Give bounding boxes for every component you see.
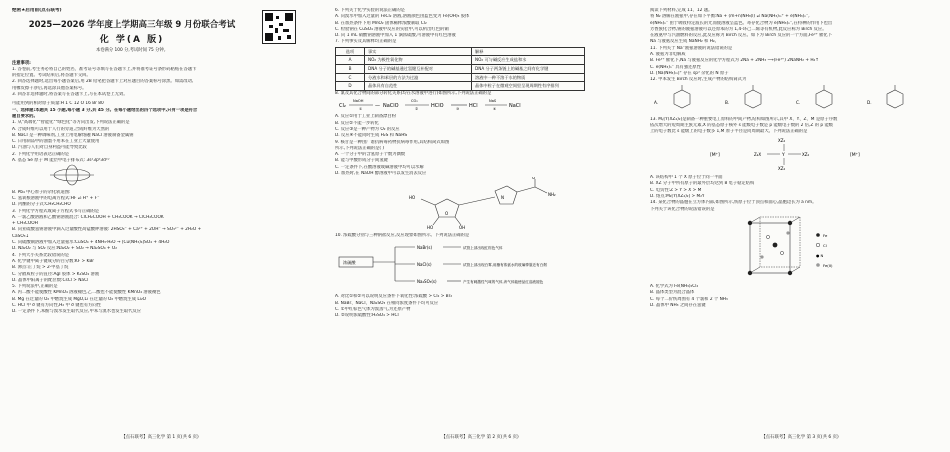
- page-footer-2: 【点石联考】高三化学 第 2 页(共 6 页): [441, 435, 519, 440]
- question-block-7: [650, 117, 940, 136]
- question-line: C. 向硫酸铜溶液中加入过量氨水:CuSO₄ + 4NH₃·H₂O → [Cu(NH₃)₄]SO₄ + 4H₂O: [12, 240, 170, 246]
- svg-text:Z₂X: Z₂X: [754, 151, 762, 157]
- legend-swatch: [816, 263, 820, 267]
- column-1: [12, 8, 312, 316]
- sulfuric-acid-reaction-diagram: [335, 239, 620, 291]
- question-line: e(NH₃)ₙ⁻ 由于吸收特定波长的光而使溶液呈蓝色。寄存化合物为 e(NH₃)ₙ⁻,在特种的作用下也出: [650, 20, 833, 26]
- table-cell: B: [336, 64, 365, 73]
- ring-option-a: [674, 90, 690, 108]
- question-line: 14. 某化合物的晶胞在立方体内部,如图所示,铁原子位于顶点和面心,晶胞边长为 a nm。: [650, 200, 817, 206]
- svg-text:Y: Y: [782, 152, 785, 158]
- chain-node: HClO: [431, 103, 444, 110]
- question-block-8: [650, 175, 940, 213]
- orbital-shape: [50, 165, 94, 185]
- table-cell: DNA 分子两条链上的碱基之间有化学键: [472, 64, 585, 73]
- question-line: 在液氨中与汽油燃料的反应,此反应称为 Birch 反应。如下为 Birch 反应的一个方面,Fe³⁺ 催化下: [650, 33, 833, 39]
- column-3: [650, 8, 940, 309]
- table-header-cell: 事实: [365, 47, 472, 56]
- question-line: C. 日用制品中的油墨不用苯在工业上大量使用: [12, 139, 100, 145]
- question-line: B. Pb₄ 中心原子的杂化轨道图:: [12, 189, 71, 195]
- question-line: B. NaBr、NaCl、Na₂SO₃ 在相同浓度条件下均可反应: [335, 300, 439, 306]
- question-line: D. 加热时,在 NaOH 醇溶液中可以发生消去反应: [335, 171, 427, 177]
- svg-text:[M⁺]: [M⁺]: [710, 152, 720, 158]
- legend-label: Fe(II): [823, 262, 833, 268]
- chain-label: NaOH: [353, 99, 364, 104]
- question-line: A. 液氨为非电解质: [650, 52, 686, 58]
- chain-label: ③: [456, 107, 460, 112]
- question-line: 所示,下列说法正确的是( ): [335, 145, 385, 151]
- question-line: C. e(NH₃)ₙ⁻ 具有强还原性: [650, 64, 702, 70]
- question-line: B. 反应②不能一步转化: [335, 120, 379, 126]
- legend-label: Cl: [823, 242, 827, 248]
- table-cell: 分液水和苯层的方法为过滤: [365, 73, 472, 82]
- notes-heading: 注意事项:: [12, 60, 31, 66]
- observation-text: 试管上部出现红棕色气体: [463, 245, 503, 250]
- question-line: 6. 下列关于化学实验的说法正确的是: [335, 8, 405, 13]
- salt-label: Na₂SO₃(s): [417, 278, 437, 284]
- question-line: A. 化学键中离子键成分的百分数:KF > KBr: [12, 258, 95, 264]
- salt-label: NaCl(s): [417, 261, 432, 267]
- question-line: C. 每个二价铁周围有 4 个氯和 2 个 NH₃: [650, 296, 728, 302]
- question-line: D. 晶体中阳离子的配位数:CsCl > NaCl: [12, 277, 89, 283]
- legend-label: Fe: [823, 232, 828, 238]
- table-cell: 晶体中粒子在微观空间里呈现周期性有序排列: [472, 82, 585, 91]
- legend-swatch: [816, 243, 820, 247]
- question-line: + CH₃COOH: [12, 221, 38, 227]
- question-line: D. 一定条件下,苯酚与溴水发生取代反应,甲苯与溴水也发生取代反应: [12, 309, 142, 315]
- question-line: B. 在加热条件下用 MnO₂ 固体稀释浓酸制取 Cl₂: [335, 20, 427, 26]
- question-line: A. 基态 Se 原子 M 能层中电子排布式: 3s²3p⁶3d¹⁰: [12, 158, 110, 164]
- question-line: A. 反应①用于工业上制备漂白粉: [335, 114, 397, 120]
- question-line: 7. 下列事实及其解释均正确的是: [335, 39, 397, 45]
- question-line: C. 反应③是一种产物为 O₂ 的反应: [335, 126, 400, 132]
- question-line: D. [Na(NH₃)ₘ]⁺ 存在 sp³ 杂化的 N 原子: [650, 70, 729, 76]
- chain-node: HCl: [469, 103, 478, 110]
- question-line: B. Fe³⁺ 催化下,Na 与液氨反应的化学方程式为 2Na + 2NH₃ ⟶(Fe³⁺) 2NaNH₂ + H₂↑: [650, 58, 819, 64]
- question-line: B. 向亚硫酸氢钠溶液中滴入过量酸性高锰酸钾溶液: 2HSO₃⁻ + Ca²⁺ + 2OH⁻ → SO₃²⁻ + 2H₂O +: [12, 227, 202, 233]
- question-line: 5. 下列说法中,正确的是: [12, 284, 58, 290]
- question-line: 13. Mᵧ[Y(XZ₄)₂]是制备一种重要电工原料的中间产物,结构如图所示,其中 X、Y、Z、M 是原子序数: [650, 116, 838, 122]
- question-line: 8. 氯及其化合物间的部分转化关系(均在水溶液中进行)如图所示,下列说法正确的是: [335, 90, 492, 96]
- question-line: C. 分散质粒子的直径:AgI 胶体 > K₂SO₄ 溶液: [12, 271, 100, 277]
- section-heading: 一、选择题:本题共 15 小题,每小题 3 分,共 45 分。在每小题给出的四个选项中,只有一项是符合: [12, 107, 198, 113]
- svg-text:HO: HO: [427, 225, 434, 230]
- svg-text:OH: OH: [459, 225, 466, 230]
- table-cell: NO₂ 可与碱反应生成盐和水: [472, 56, 585, 65]
- question-line: 10. 浓硫酸分别与三种钠盐反应,反应现象如图所示。下列说法正确的是: [335, 232, 470, 238]
- crystal-cell-diagram: [650, 213, 935, 281]
- question-line: D. 向 1 mL 硝酸钠溶液中加入 1 滴浓硫酸,可溶液中有红色溶液: [335, 33, 456, 39]
- question-line: 阅读下列材料,完成 11、12 题。: [650, 8, 713, 13]
- notes-list: [12, 67, 312, 98]
- nucleoside-structure: [335, 177, 620, 229]
- chain-label: ①: [359, 107, 363, 112]
- question-block-4: [335, 114, 625, 177]
- question-line: C. 氢氧根溶液中的电离方程式:HF ⇌ H⁺ + F⁻: [12, 195, 100, 201]
- svg-text:XZ₂: XZ₂: [778, 165, 786, 171]
- question-line: C. 电负性:Z > Y > X > M: [650, 187, 702, 193]
- table-cell: NO₂ 为极性氧化物: [365, 56, 472, 65]
- page-footer-3: 【点石联考】高三化学 第 3 页(共 6 页): [761, 435, 839, 440]
- complex-molecule: [710, 138, 860, 171]
- qr-code: [262, 10, 296, 44]
- table-row: [336, 73, 585, 82]
- svg-text:HO: HO: [409, 195, 416, 201]
- question-line: D. 丙酮的分子式:CH₃CH₂CHO: [12, 202, 71, 208]
- table-cell: DNA 分子的碱基通过氢键互补配对: [365, 64, 472, 73]
- chain-label: ④: [493, 107, 497, 112]
- chlorine-chain-diagram: [335, 97, 620, 111]
- note-item: 1. 答卷前,考生务必将自己的姓名、准考证号等填写在答题卡上,并将准考证号条形码粘贴在答题卡: [12, 66, 197, 72]
- facts-table: [335, 47, 585, 91]
- note-item: 2. 回答选择题时,选出每小题答案后,用 2B 铅笔把答题卡上对应题目的答案标号涂黑。如需改动,: [12, 79, 194, 85]
- option-label: C.: [796, 99, 801, 105]
- question-line: 芳香族化合物,钠的液氨溶液可以还原苯的为 1,4-环己二烯等有机物,此反应称为 Birch 反应。: [650, 26, 827, 32]
- complex-structure: [650, 136, 935, 172]
- page-footer-1: 【点石联考】高三化学 第 1 页(共 6 页): [121, 435, 199, 440]
- question-line: 2. 下列化学用语表达正确的是: [12, 151, 70, 157]
- chain-node: NaClO: [383, 103, 399, 110]
- chain-label: ②: [415, 107, 419, 112]
- table-row: [336, 82, 585, 91]
- question-line: D. Na₂O₂ 与 SO₂ 反应:Na₂O₂ + SO₂ → Na₂SO₄ + O₂: [12, 246, 117, 252]
- orbital-diagram: [12, 164, 132, 186]
- question-line: B. 晶体类型为混合晶体: [650, 290, 695, 296]
- question-line: A. 该结构中 1 个 X 原子位于同一平面: [650, 175, 723, 181]
- question-line: A. 丙二酸不能使酸性 KMnO₄ 溶液褪色,乙二酸也不能使酸性 KMnO₄ 溶液褪色: [12, 290, 161, 296]
- question-line: A. 合成纤维可以用于人行的旁道,合成纤维为天然的: [12, 126, 110, 132]
- question-block-3: [335, 8, 625, 46]
- svg-text:O: O: [532, 177, 536, 181]
- option-label: B.: [725, 99, 730, 105]
- question-line: A. 一氯乙酸溶液和乙酸钠溶液混合: ClCH₂COOH + CH₃COOK → ClCH₂COOK: [12, 214, 164, 220]
- question-line: C. ①中红棕色气体为溴蒸气,为还原产物: [335, 306, 411, 312]
- table-cell: A: [336, 56, 365, 65]
- question-line: 11. 下列关于 Na⁻液氨溶液的说法错误的是: [650, 45, 733, 51]
- table-header-cell: 解释: [472, 47, 585, 56]
- unit-cell: [748, 217, 800, 275]
- table-cell: C: [336, 73, 365, 82]
- exam-title: 2025—2026 学年度上学期高三年级 9 月份联合考试: [28, 20, 236, 31]
- table-cell: D: [336, 82, 365, 91]
- question-line: Na 与液氨反应生成 NaNH₂ 和 H₂。: [650, 39, 719, 45]
- column-2: [335, 8, 625, 319]
- chain-node: —: [375, 103, 380, 110]
- svg-text:XZ₂: XZ₂: [778, 137, 786, 143]
- table-header-row: [336, 47, 585, 56]
- chain-start: Cl₂: [339, 103, 346, 110]
- reagent-label: 浓硫酸: [343, 259, 356, 265]
- question-line: A. 一个分子中的含氢原子个数为偶数: [335, 152, 406, 158]
- exam-info: 本卷满分 100 分,考试时间 75 分钟。: [95, 48, 169, 54]
- cell-legend: [816, 233, 833, 268]
- section-heading-cont: 题目要求的。: [12, 113, 38, 119]
- table-row: [336, 56, 585, 65]
- svg-text:XZ₂: XZ₂: [802, 151, 810, 157]
- chain-node: NaCl: [509, 103, 521, 110]
- salt-label: NaBr(s): [417, 244, 433, 250]
- question-line: CaSO₃↓: [12, 233, 30, 239]
- svg-text:O: O: [445, 211, 449, 217]
- question-line: D. 反应④不能同时生成 H₂S 和 NaHS: [335, 133, 408, 139]
- question-line: C. 检验钠在 CuSO₄ 溶液中反应的实验中,可以析出红色的铜: [335, 26, 449, 32]
- question-line: B. Mg 在过量的 O₂ 中燃烧生成 MgO,Li 在过量的 O₂ 中燃烧生成 Li₂O: [12, 296, 147, 302]
- exam-subject: 化 学(A 版): [99, 35, 165, 46]
- table-cell: 晶体具有自范性: [365, 82, 472, 91]
- svg-text:N: N: [501, 195, 504, 201]
- question-line: A. 化学式为 Fe(NH₃)₂Cl₂: [650, 284, 699, 290]
- ring-option-d: [887, 90, 903, 108]
- question-line: 12. 甲苯发生 Birch 反应时,生成产物的结构简式为: [650, 77, 747, 83]
- question-line: A. 向溴水中加入过量的 FeCl₂ 溶液,溶液颜色由蓝色变为 Fe(OH)₃ 胶体: [335, 14, 470, 20]
- note-item: 用橡皮擦干净后,再选涂其他答案标号。: [12, 85, 87, 91]
- question-block-5: [335, 294, 625, 319]
- question-block-2: [12, 190, 312, 316]
- table-row: [336, 64, 585, 73]
- question-line: 1. 从"高端化""智能化""绿色化"等方向出发,下列说法正确的是: [12, 120, 130, 126]
- question-line: 上的电子数比 s 能级上的电子数多 1,M 原子半径是同周期最大。下列说法正确的是: [650, 129, 808, 135]
- question-line: 9. 核苷是一种由广谱抗病毒药物抗病毒作用,其结构简式如图: [335, 139, 450, 145]
- question-line: C. 一定条件下,在酸溶液或碱溶液中均可以水解: [335, 164, 424, 170]
- note-item: 的指定位置。考试结束后,将答题卡交回。: [12, 73, 91, 79]
- question-line: D. 晶体中 NH₃ 之间存在氢键: [650, 303, 706, 309]
- question-line: 下列关于该化合物的说法错误的是: [650, 206, 715, 212]
- question-line: 3. 下列化学方程式或离子方程式书写正确的是: [12, 208, 100, 214]
- question-line: B. 沸点:正丁烷 > 2-甲基丁烷: [12, 265, 69, 271]
- chain-label: NaS: [489, 99, 497, 104]
- question-line: D. 熔点:M₂[Y(XZ₄)₂] > M₂Y: [650, 193, 705, 199]
- question-block-6: [650, 8, 940, 84]
- question-line: C. HCl 中 σ 键有方向性,H₂ 中 σ 键也有方向性: [12, 302, 101, 308]
- legend-label: ● N: [816, 252, 824, 258]
- question-line: D. 汽油与人们对自身利益可能导致比较: [12, 145, 87, 151]
- note-item: 3. 回答非选择题时,将答案写在答题卡上,写在本试卷上无效。: [12, 92, 128, 98]
- question-line: A. 对比①和②可以说明反应条件下氧化性:浓硫酸 > Cl₂ > Br₂: [335, 294, 453, 300]
- nucleoside-molecule: [409, 177, 556, 229]
- question-line: 依次增大的短周期主族元素,X 的基态原子核外 s 能级电子数是 p 能级电子数的 2 倍,Z 的 p 能级: [650, 123, 834, 129]
- legend-swatch: [816, 233, 820, 237]
- question-block-9: [650, 284, 940, 309]
- table-header-cell: 选项: [336, 47, 365, 56]
- svg-text:NH₂: NH₂: [548, 192, 556, 198]
- chain-label: CO₂: [411, 99, 418, 104]
- question-line: B. NaCl 是一种调味剂,工业上用电解熔融 NaCl 溶液制备金属钠: [12, 132, 134, 138]
- ring-option-b: [745, 90, 761, 108]
- question-line: 将 N₂ 溶解在液氨中,存在如下平衡:Na + (m+n)NH₃(l) ⇌ Na(NH₃)ₘ⁺ + e(NH₃)ₙ⁻,: [650, 14, 810, 20]
- option-label: D.: [867, 99, 872, 105]
- question-block-1: [12, 120, 312, 164]
- question-line: 4. 下列大小关系比较错误的是: [12, 252, 70, 258]
- question-line: D. ②说明浓硫酸性:H₂SO₄ > HCl: [335, 313, 399, 319]
- svg-text:[M⁺]: [M⁺]: [850, 152, 860, 158]
- question-line: B. XZ 分子中所有原子的最外层均达到 8 电子稳定结构: [650, 181, 755, 187]
- table-cell: 溶液中一种不溶于水的物质: [472, 73, 585, 82]
- observation-text: 产生有刺激性气味的气体,该气体能使品红溶液褪色: [463, 279, 544, 284]
- birch-options: [650, 84, 935, 114]
- question-line: B. 能与甲酸形成分子间氢键: [335, 158, 388, 164]
- ring-option-c: [816, 90, 832, 108]
- secret-mark: 绝密★启用前(点石联考): [12, 8, 62, 13]
- option-label: A.: [654, 99, 659, 105]
- atomic-masses: 可能用到的相对原子质量:H 1 C 12 O 16 Br 80: [12, 101, 104, 107]
- observation-text: 试管上部出现白雾,用蘸有浓氨水的玻璃棒靠近有白烟: [463, 262, 547, 267]
